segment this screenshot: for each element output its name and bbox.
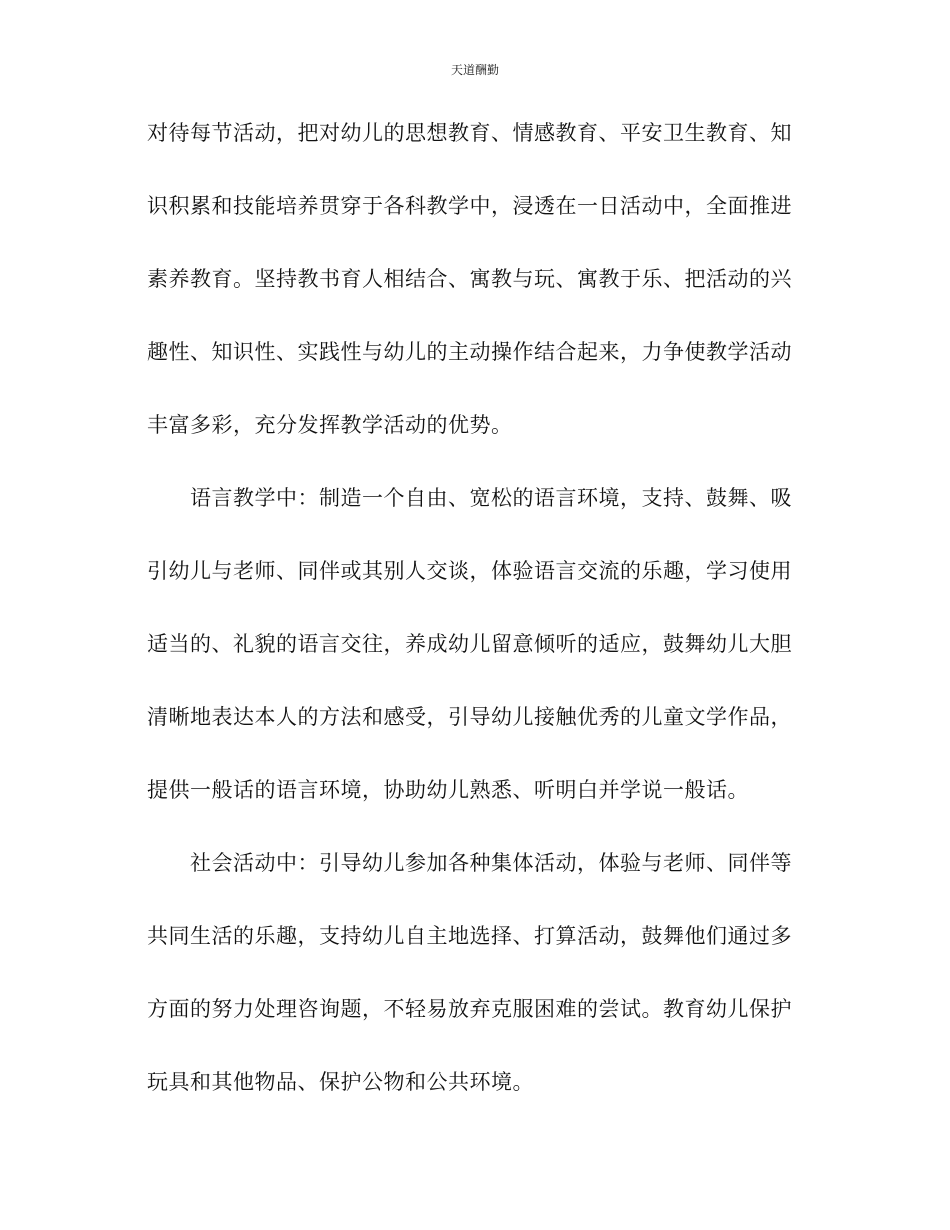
page-header: 天道酬勤 xyxy=(450,63,499,77)
text-line: 社会活动中：引导幼儿参加各种集体活动，体验与老师、同伴等 xyxy=(190,851,792,875)
text-line: 素养教育。坚持教书育人相结合、寓教与玩、寓教于乐、把活动的兴 xyxy=(147,267,792,291)
text-line: 识积累和技能培养贯穿于各科教学中，浸透在一日活动中，全面推进 xyxy=(147,194,792,218)
text-line: 丰富多彩，充分发挥教学活动的优势。 xyxy=(147,413,513,437)
text-line: 方面的努力处理咨询题，不轻易放弃克服困难的尝试。教育幼儿保护 xyxy=(147,997,792,1021)
text-line: 清晰地表达本人的方法和感受，引导幼儿接触优秀的儿童文学作品， xyxy=(147,705,792,729)
text-line: 玩具和其他物品、保护公物和公共环境。 xyxy=(147,1070,534,1094)
text-line: 共同生活的乐趣，支持幼儿自主地选择、打算活动，鼓舞他们通过多 xyxy=(147,924,792,948)
text-line: 趣性、知识性、实践性与幼儿的主动操作结合起来，力争使教学活动 xyxy=(147,340,792,364)
paragraph-3 xyxy=(147,852,807,1094)
document-body xyxy=(147,122,807,1144)
text-line: 提供一般话的语言环境，协助幼儿熟悉、听明白并学说一般话。 xyxy=(147,778,749,802)
text-line: 引幼儿与老师、同伴或其别人交谈，体验语言交流的乐趣，学习使用 xyxy=(147,559,792,583)
text-line: 语言教学中：制造一个自由、宽松的语言环境，支持、鼓舞、吸 xyxy=(190,486,792,510)
text-line: 适当的、礼貌的语言交往，养成幼儿留意倾听的适应，鼓舞幼儿大胆 xyxy=(147,632,792,656)
text-line: 对待每节活动，把对幼儿的思想教育、情感教育、平安卫生教育、知 xyxy=(147,121,792,145)
paragraph-2 xyxy=(147,487,807,802)
paragraph-1 xyxy=(147,122,807,437)
